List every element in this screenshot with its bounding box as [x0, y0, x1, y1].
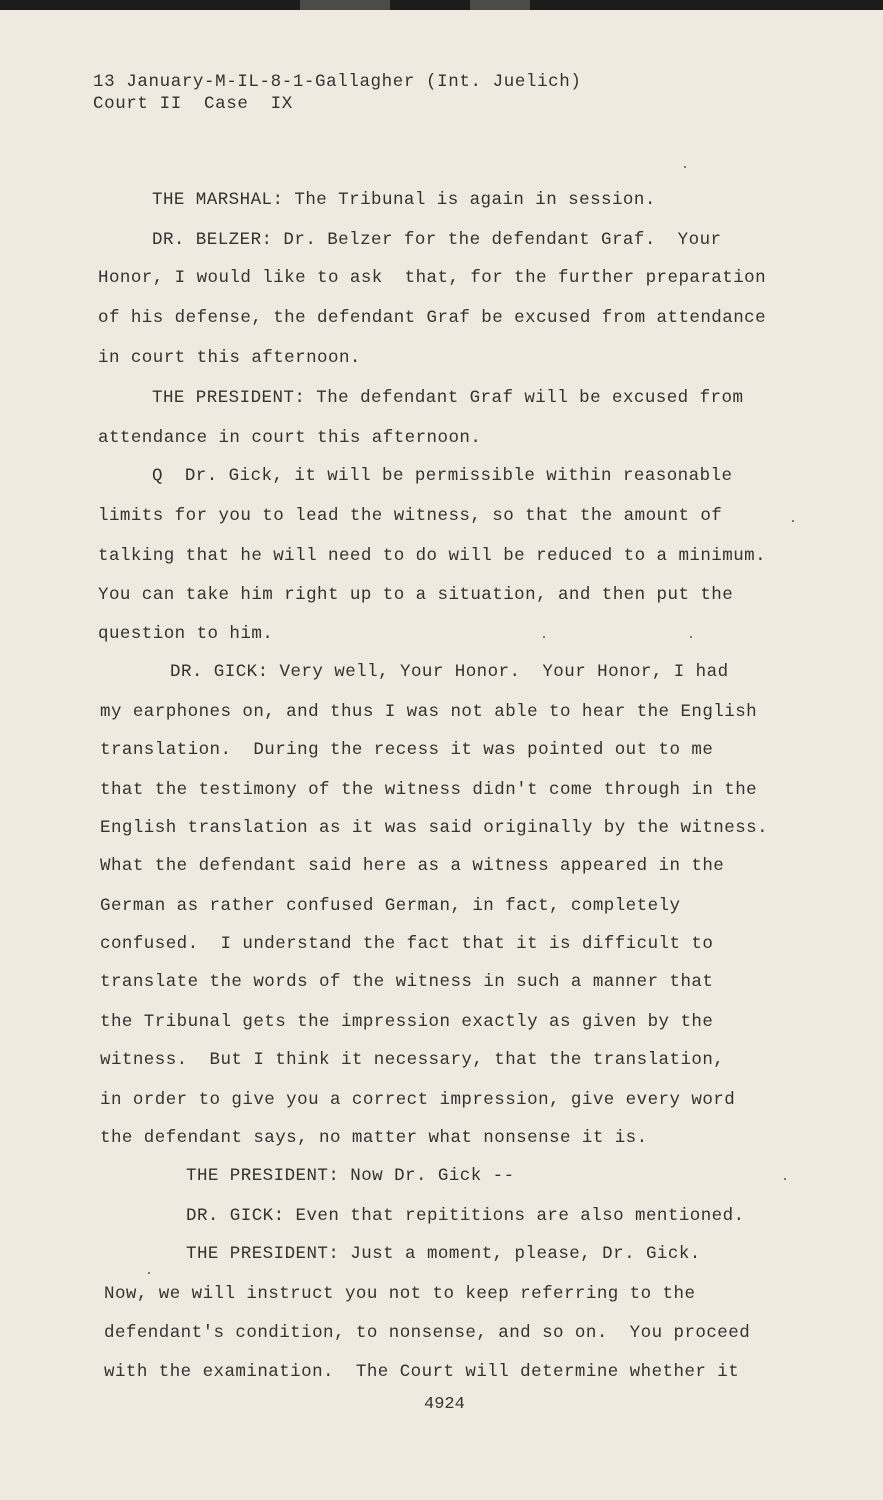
transcript-line: THE PRESIDENT: Just a moment, please, Dr. Gick.	[186, 1244, 701, 1264]
transcript-line: attendance in court this afternoon.	[98, 428, 482, 448]
transcript-line: of his defense, the defendant Graf be excused from attendance	[98, 308, 767, 328]
transcript-line: THE PRESIDENT: Now Dr. Gick --	[186, 1166, 515, 1186]
page-number: 4924	[424, 1395, 465, 1414]
transcript-line: in court this afternoon.	[98, 348, 361, 368]
transcript-line: talking that he will need to do will be reduced to a minimum.	[98, 546, 767, 566]
transcript-line: DR. BELZER: Dr. Belzer for the defendant Graf. Your	[152, 230, 722, 250]
document-header-line-1: 13 January-M-IL-8-1-Gallagher (Int. Juelich)	[93, 72, 582, 92]
paper-speck	[784, 1178, 786, 1180]
transcript-line: that the testimony of the witness didn't come through in the	[100, 780, 758, 800]
transcript-line: my earphones on, and thus I was not able to hear the English	[100, 702, 758, 722]
transcript-line: THE PRESIDENT: The defendant Graf will be excused from	[152, 388, 744, 408]
transcript-line: in order to give you a correct impression, give every word	[100, 1090, 736, 1110]
transcript-line: English translation as it was said originally by the witness.	[100, 818, 769, 838]
transcript-line: DR. GICK: Very well, Your Honor. Your Honor, I had	[170, 662, 729, 682]
paper-speck	[684, 166, 686, 168]
transcript-line: Now, we will instruct you not to keep referring to the	[104, 1284, 696, 1304]
transcript-line: defendant's condition, to nonsense, and so on. You proceed	[104, 1323, 751, 1343]
scan-edge-shadow	[300, 0, 390, 10]
transcript-line: question to him.	[98, 624, 274, 644]
transcript-line: witness. But I think it necessary, that the translation,	[100, 1050, 725, 1070]
document-header-line-2: Court II Case IX	[93, 94, 293, 114]
transcript-line: translation. During the recess it was pointed out to me	[100, 740, 714, 760]
transcript-line: the Tribunal gets the impression exactly as given by the	[100, 1012, 714, 1032]
paper-speck	[148, 1272, 150, 1274]
transcript-line: THE MARSHAL: The Tribunal is again in session.	[152, 190, 656, 210]
scan-edge-shadow	[470, 0, 530, 10]
transcript-line: with the examination. The Court will determine whether it	[104, 1362, 740, 1382]
transcript-line: limits for you to lead the witness, so that the amount of	[98, 506, 723, 526]
transcript-line: translate the words of the witness in such a manner that	[100, 972, 714, 992]
document-page	[0, 10, 883, 1500]
transcript-line: German as rather confused German, in fact, completely	[100, 896, 681, 916]
transcript-line: confused. I understand the fact that it is difficult to	[100, 934, 714, 954]
transcript-line: You can take him right up to a situation, and then put the	[98, 585, 734, 605]
transcript-line: Q Dr. Gick, it will be permissible within reasonable	[152, 466, 733, 486]
paper-speck	[543, 636, 545, 638]
paper-speck	[690, 636, 692, 638]
transcript-line: What the defendant said here as a witness appeared in the	[100, 856, 725, 876]
scan-top-edge	[0, 0, 883, 10]
paper-speck	[792, 520, 794, 522]
transcript-line: the defendant says, no matter what nonsense it is.	[100, 1128, 648, 1148]
transcript-line: Honor, I would like to ask that, for the further preparation	[98, 268, 767, 288]
transcript-line: DR. GICK: Even that repititions are also mentioned.	[186, 1206, 745, 1226]
